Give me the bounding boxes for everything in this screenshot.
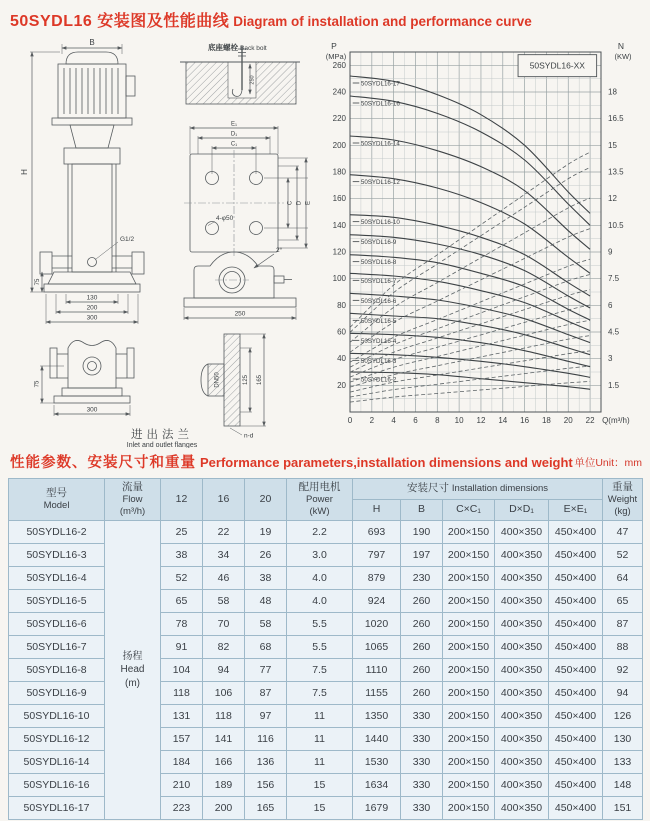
table-cell: 47 xyxy=(603,520,643,543)
svg-text:120: 120 xyxy=(332,247,346,257)
table-cell: 1020 xyxy=(353,612,401,635)
table-cell: 330 xyxy=(401,727,443,750)
section-title-zh: 性能参数、安装尺寸和重量 xyxy=(10,455,196,471)
svg-text:50SYDL16-7: 50SYDL16-7 xyxy=(360,277,397,285)
table-row xyxy=(9,681,643,704)
svg-text:10: 10 xyxy=(454,416,464,425)
table-cell: 38 xyxy=(161,543,203,566)
table-cell: 91 xyxy=(161,635,203,658)
model-cell: 50SYDL16-4 xyxy=(9,566,105,589)
table-cell: 200×150 xyxy=(443,566,495,589)
table-cell: 200×150 xyxy=(443,589,495,612)
table-cell: 92 xyxy=(603,658,643,681)
svg-text:1.5: 1.5 xyxy=(608,380,620,390)
table-cell: 197 xyxy=(401,543,443,566)
anchor-bolt-detail xyxy=(180,42,300,104)
svg-text:20: 20 xyxy=(337,380,346,390)
table-cell: 130 xyxy=(603,727,643,750)
table-cell: 133 xyxy=(603,750,643,773)
table-cell: 200×150 xyxy=(443,658,495,681)
svg-text:8: 8 xyxy=(435,416,440,425)
table-cell: 118 xyxy=(203,704,245,727)
table-cell: 330 xyxy=(401,750,443,773)
table-cell: 260 xyxy=(401,612,443,635)
dim-130-label: 130 xyxy=(86,294,98,302)
table-cell: 189 xyxy=(203,773,245,796)
svg-text:12: 12 xyxy=(608,194,617,204)
table-cell: 450×400 xyxy=(549,681,603,704)
table-cell: 260 xyxy=(401,635,443,658)
table-body xyxy=(9,520,643,819)
table-cell: 104 xyxy=(161,658,203,681)
table-cell: 400×350 xyxy=(495,635,549,658)
plate-dim-d1: D₁ xyxy=(230,131,238,138)
table-cell: 400×350 xyxy=(495,543,549,566)
table-cell: 450×400 xyxy=(549,750,603,773)
svg-text:(MPa): (MPa) xyxy=(325,52,347,61)
col-header-flow-en: Flow xyxy=(122,494,143,506)
svg-text:6: 6 xyxy=(413,416,418,425)
table-cell: 1110 xyxy=(353,658,401,681)
table-cell: 1065 xyxy=(353,635,401,658)
table-cell: 200×150 xyxy=(443,704,495,727)
table-cell: 58 xyxy=(203,589,245,612)
table-cell: 200×150 xyxy=(443,681,495,704)
col-header-weight-zh: 重量 xyxy=(612,481,633,493)
table-row xyxy=(9,773,643,796)
col-header-flow-20: 20 xyxy=(245,479,287,521)
model-cell: 50SYDL16-17 xyxy=(9,796,105,819)
col-header-flow xyxy=(105,479,161,521)
table-cell: 136 xyxy=(245,750,287,773)
table-cell: 200×150 xyxy=(443,796,495,819)
svg-text:22: 22 xyxy=(585,416,595,425)
svg-text:10.5: 10.5 xyxy=(608,220,624,230)
table-cell: 1440 xyxy=(353,727,401,750)
table-cell: 190 xyxy=(401,520,443,543)
table-cell: 156 xyxy=(245,773,287,796)
col-header-dims xyxy=(353,479,603,500)
table-cell: 1634 xyxy=(353,773,401,796)
model-cell: 50SYDL16-8 xyxy=(9,658,105,681)
table-cell: 400×350 xyxy=(495,681,549,704)
table-cell: 400×350 xyxy=(495,612,549,635)
flange-dim-165-label: 165 xyxy=(257,374,263,386)
svg-text:4: 4 xyxy=(391,416,396,425)
table-cell: 87 xyxy=(245,681,287,704)
svg-text:13.5: 13.5 xyxy=(608,167,624,177)
performance-chart xyxy=(320,38,645,440)
table-cell: 797 xyxy=(353,543,401,566)
flange-caption-zh: 进出法兰 xyxy=(131,429,193,441)
svg-text:Q(m³/h): Q(m³/h) xyxy=(602,416,630,425)
table-cell: 82 xyxy=(203,635,245,658)
table-cell: 400×350 xyxy=(495,589,549,612)
table-cell: 7.5 xyxy=(287,658,353,681)
svg-text:50SYDL16-9: 50SYDL16-9 xyxy=(360,239,397,247)
model-cell: 50SYDL16-10 xyxy=(9,704,105,727)
svg-text:50SYDL16-17: 50SYDL16-17 xyxy=(360,80,400,88)
table-cell: 11 xyxy=(287,704,353,727)
bracket-angle-label: 2° xyxy=(276,247,283,254)
bracket-dim-250-label: 250 xyxy=(234,310,246,318)
svg-text:0: 0 xyxy=(347,416,353,425)
svg-text:20: 20 xyxy=(563,416,573,425)
table-cell: 450×400 xyxy=(549,612,603,635)
table-cell: 400×350 xyxy=(495,773,549,796)
table-cell: 450×400 xyxy=(549,635,603,658)
svg-text:50SYDL16-16: 50SYDL16-16 xyxy=(360,100,400,108)
svg-text:220: 220 xyxy=(332,114,346,124)
table-cell: 5.5 xyxy=(287,635,353,658)
table-cell: 400×350 xyxy=(495,704,549,727)
table-cell: 48 xyxy=(245,589,287,612)
table-cell: 450×400 xyxy=(549,704,603,727)
table-cell: 25 xyxy=(161,520,203,543)
table-cell: 450×400 xyxy=(549,727,603,750)
svg-text:3: 3 xyxy=(608,354,613,364)
svg-text:60: 60 xyxy=(337,327,346,337)
table-cell: 260 xyxy=(401,658,443,681)
table-cell: 34 xyxy=(203,543,245,566)
svg-text:200: 200 xyxy=(332,140,346,150)
table-row xyxy=(9,750,643,773)
table-cell: 200×150 xyxy=(443,727,495,750)
table-cell: 165 xyxy=(245,796,287,819)
model-cell: 50SYDL16-2 xyxy=(9,520,105,543)
table-cell: 3.0 xyxy=(287,543,353,566)
col-header-power-unit: (kW) xyxy=(309,506,330,517)
svg-text:80: 80 xyxy=(337,300,346,310)
table-cell: 7.5 xyxy=(287,681,353,704)
table-cell: 38 xyxy=(245,566,287,589)
table-row xyxy=(9,796,643,819)
svg-text:6: 6 xyxy=(608,300,613,310)
table-cell: 64 xyxy=(603,566,643,589)
svg-text:(KW): (KW) xyxy=(614,52,632,61)
model-cell: 50SYDL16-9 xyxy=(9,681,105,704)
table-header xyxy=(9,479,643,521)
col-header-flow-zh: 流量 xyxy=(122,481,143,493)
svg-text:18: 18 xyxy=(541,416,551,425)
table-cell: 46 xyxy=(203,566,245,589)
svg-text:16.5: 16.5 xyxy=(608,114,624,124)
model-cell: 50SYDL16-16 xyxy=(9,773,105,796)
col-header-model-zh: 型号 xyxy=(46,486,67,499)
pump-side-view xyxy=(35,340,135,416)
dim-h-label: H xyxy=(20,169,29,175)
side-dim-300-label: 300 xyxy=(86,406,98,414)
col-header-power-en: Power xyxy=(306,494,333,506)
plate-dim-c1: C₁ xyxy=(230,141,238,148)
parameters-table xyxy=(8,478,643,820)
flange-holes-label: n-d xyxy=(244,432,254,440)
table-cell: 400×350 xyxy=(495,750,549,773)
table-cell: 94 xyxy=(203,658,245,681)
svg-text:9: 9 xyxy=(608,247,613,257)
model-cell: 50SYDL16-5 xyxy=(9,589,105,612)
model-cell: 50SYDL16-6 xyxy=(9,612,105,635)
col-header-flow-12: 12 xyxy=(161,479,203,521)
pump-top-view xyxy=(184,246,296,320)
table-cell: 200×150 xyxy=(443,635,495,658)
table-cell: 450×400 xyxy=(549,658,603,681)
col-header-dims-en: Installation dimensions xyxy=(451,483,549,495)
svg-text:50SYDL16-6: 50SYDL16-6 xyxy=(360,297,397,305)
col-header-model xyxy=(9,479,105,521)
table-cell: 450×400 xyxy=(549,543,603,566)
table-cell: 26 xyxy=(245,543,287,566)
table-cell: 68 xyxy=(245,635,287,658)
table-cell: 77 xyxy=(245,658,287,681)
table-row xyxy=(9,635,643,658)
table-cell: 230 xyxy=(401,566,443,589)
col-header-DxD1: D×D₁ xyxy=(495,499,549,520)
col-header-model-en: Model xyxy=(43,500,70,512)
svg-text:50SYDL16-8: 50SYDL16-8 xyxy=(360,259,397,267)
base-plate-view xyxy=(184,122,312,257)
svg-text:50SYDL16-3: 50SYDL16-3 xyxy=(360,357,397,365)
table-cell: 78 xyxy=(161,612,203,635)
table-row xyxy=(9,566,643,589)
dim-75-label: 75 xyxy=(35,278,41,286)
table-cell: 52 xyxy=(603,543,643,566)
table-cell: 141 xyxy=(203,727,245,750)
table-cell: 223 xyxy=(161,796,203,819)
table-cell: 151 xyxy=(603,796,643,819)
col-header-power xyxy=(287,479,353,521)
plate-dim-e: E xyxy=(305,200,312,206)
table-cell: 131 xyxy=(161,704,203,727)
svg-text:50SYDL16-4: 50SYDL16-4 xyxy=(360,337,397,345)
svg-text:N: N xyxy=(617,41,625,51)
table-row xyxy=(9,589,643,612)
table-cell: 693 xyxy=(353,520,401,543)
col-header-weight-en: Weight xyxy=(607,494,638,506)
table-cell: 106 xyxy=(203,681,245,704)
page-title-en: Diagram of installation and performance curve xyxy=(233,14,532,29)
plate-holes-label: 4-φ50 xyxy=(216,215,234,222)
table-cell: 260 xyxy=(401,681,443,704)
flange-dn-label: DN50 xyxy=(214,372,221,388)
table-cell: 400×350 xyxy=(495,566,549,589)
svg-text:160: 160 xyxy=(332,194,346,204)
table-row xyxy=(9,543,643,566)
svg-text:50SYDL16-2: 50SYDL16-2 xyxy=(360,376,397,384)
back-bolt-label-zh: 底座螺栓 xyxy=(208,43,238,52)
svg-text:12: 12 xyxy=(476,416,486,425)
plate-dim-d: D xyxy=(296,200,303,206)
table-cell: 15 xyxy=(287,773,353,796)
table-cell: 200×150 xyxy=(443,612,495,635)
col-header-power-zh: 配用电机 xyxy=(298,481,341,493)
table-row xyxy=(9,727,643,750)
table-cell: 22 xyxy=(203,520,245,543)
table-cell: 148 xyxy=(603,773,643,796)
table-cell: 450×400 xyxy=(549,796,603,819)
head-span-cell: 扬程 Head (m) xyxy=(105,520,161,819)
table-cell: 126 xyxy=(603,704,643,727)
table-cell: 4.0 xyxy=(287,589,353,612)
svg-text:140: 140 xyxy=(332,220,346,230)
plate-dim-e1: E₁ xyxy=(230,121,238,128)
side-dim-75-label: 75 xyxy=(34,380,41,388)
table-cell: 200×150 xyxy=(443,520,495,543)
table-cell: 52 xyxy=(161,566,203,589)
table-cell: 1350 xyxy=(353,704,401,727)
unit-label: 单位Unit：mm xyxy=(574,457,642,469)
table-cell: 11 xyxy=(287,727,353,750)
table-cell: 5.5 xyxy=(287,612,353,635)
svg-text:40: 40 xyxy=(337,354,346,364)
table-cell: 400×350 xyxy=(495,658,549,681)
col-header-dims-zh: 安装尺寸 xyxy=(406,482,449,495)
table-cell: 70 xyxy=(203,612,245,635)
back-bolt-label-en: Back bolt xyxy=(240,45,267,52)
model-cell: 50SYDL16-14 xyxy=(9,750,105,773)
table-cell: 116 xyxy=(245,727,287,750)
table-cell: 65 xyxy=(161,589,203,612)
svg-text:240: 240 xyxy=(332,87,346,97)
table-cell: 1155 xyxy=(353,681,401,704)
table-row xyxy=(9,520,643,543)
page-title xyxy=(10,8,532,31)
anchor-dim-250-label: 250 xyxy=(249,75,256,85)
table-cell: 200×150 xyxy=(443,543,495,566)
section-title xyxy=(10,451,642,472)
plate-dim-c: C xyxy=(287,200,294,206)
table-cell: 924 xyxy=(353,589,401,612)
col-header-weight xyxy=(603,479,643,521)
table-cell: 879 xyxy=(353,566,401,589)
table-cell: 58 xyxy=(245,612,287,635)
table-cell: 200 xyxy=(203,796,245,819)
svg-text:100: 100 xyxy=(332,274,346,284)
col-header-flow-unit: (m³/h) xyxy=(119,506,146,517)
motor-fins xyxy=(64,68,118,114)
table-row xyxy=(9,612,643,635)
page-title-zh: 50SYDL16 安装图及性能曲线 xyxy=(10,13,230,30)
svg-text:50SYDL16-10: 50SYDL16-10 xyxy=(360,219,400,227)
svg-text:260: 260 xyxy=(332,60,346,70)
section-title-en: Performance parameters,installation dimensions and weight xyxy=(200,455,573,470)
table-cell: 450×400 xyxy=(549,773,603,796)
svg-text:18: 18 xyxy=(608,87,617,97)
model-cell: 50SYDL16-12 xyxy=(9,727,105,750)
table-row xyxy=(9,658,643,681)
dim-200-label: 200 xyxy=(86,304,98,312)
table-cell: 450×400 xyxy=(549,520,603,543)
model-cell: 50SYDL16-7 xyxy=(9,635,105,658)
svg-text:7.5: 7.5 xyxy=(608,274,620,284)
flange-section-view xyxy=(127,334,266,448)
table-cell: 200×150 xyxy=(443,750,495,773)
table-cell: 330 xyxy=(401,704,443,727)
svg-text:50SYDL16-5: 50SYDL16-5 xyxy=(360,317,397,325)
g-port-label: G1/2 xyxy=(120,236,135,243)
table-cell: 97 xyxy=(245,704,287,727)
table-cell: 210 xyxy=(161,773,203,796)
col-header-ExE1: E×E₁ xyxy=(549,499,603,520)
table-cell: 2.2 xyxy=(287,520,353,543)
table-cell: 330 xyxy=(401,773,443,796)
svg-text:50SYDL16-12: 50SYDL16-12 xyxy=(360,179,400,187)
col-header-B: B xyxy=(401,499,443,520)
table-cell: 184 xyxy=(161,750,203,773)
table-cell: 11 xyxy=(287,750,353,773)
col-header-flow-16: 16 xyxy=(203,479,245,521)
pump-front-view xyxy=(20,38,144,324)
table-cell: 200×150 xyxy=(443,773,495,796)
svg-text:50SYDL16-14: 50SYDL16-14 xyxy=(360,140,400,148)
svg-text:180: 180 xyxy=(332,167,346,177)
svg-text:14: 14 xyxy=(498,416,508,425)
table-cell: 4.0 xyxy=(287,566,353,589)
table-cell: 1679 xyxy=(353,796,401,819)
dim-300-label: 300 xyxy=(86,314,98,322)
table-cell: 450×400 xyxy=(549,589,603,612)
table-cell: 166 xyxy=(203,750,245,773)
col-header-CxC1: C×C₁ xyxy=(443,499,495,520)
col-header-H: H xyxy=(353,499,401,520)
table-cell: 330 xyxy=(401,796,443,819)
svg-text:2: 2 xyxy=(369,416,375,425)
model-cell: 50SYDL16-3 xyxy=(9,543,105,566)
svg-text:50SYDL16-XX: 50SYDL16-XX xyxy=(529,60,585,71)
svg-text:15: 15 xyxy=(608,140,617,150)
table-cell: 260 xyxy=(401,589,443,612)
table-cell: 118 xyxy=(161,681,203,704)
dim-b-label: B xyxy=(89,38,95,47)
table-row xyxy=(9,704,643,727)
svg-text:P: P xyxy=(331,41,337,51)
table-cell: 157 xyxy=(161,727,203,750)
table-cell: 400×350 xyxy=(495,796,549,819)
table-cell: 87 xyxy=(603,612,643,635)
svg-text:4.5: 4.5 xyxy=(608,327,620,337)
table-cell: 400×350 xyxy=(495,727,549,750)
installation-drawing xyxy=(2,36,332,448)
table-cell: 15 xyxy=(287,796,353,819)
flange-dim-125-label: 125 xyxy=(243,374,249,386)
flange-caption-en: Inlet and outlet flanges xyxy=(126,442,198,448)
table-cell: 450×400 xyxy=(549,566,603,589)
svg-text:16: 16 xyxy=(520,416,530,425)
table-cell: 88 xyxy=(603,635,643,658)
table-cell: 65 xyxy=(603,589,643,612)
table-cell: 1530 xyxy=(353,750,401,773)
table-cell: 19 xyxy=(245,520,287,543)
table-cell: 400×350 xyxy=(495,520,549,543)
table-cell: 94 xyxy=(603,681,643,704)
col-header-weight-unit: (kg) xyxy=(614,506,631,517)
